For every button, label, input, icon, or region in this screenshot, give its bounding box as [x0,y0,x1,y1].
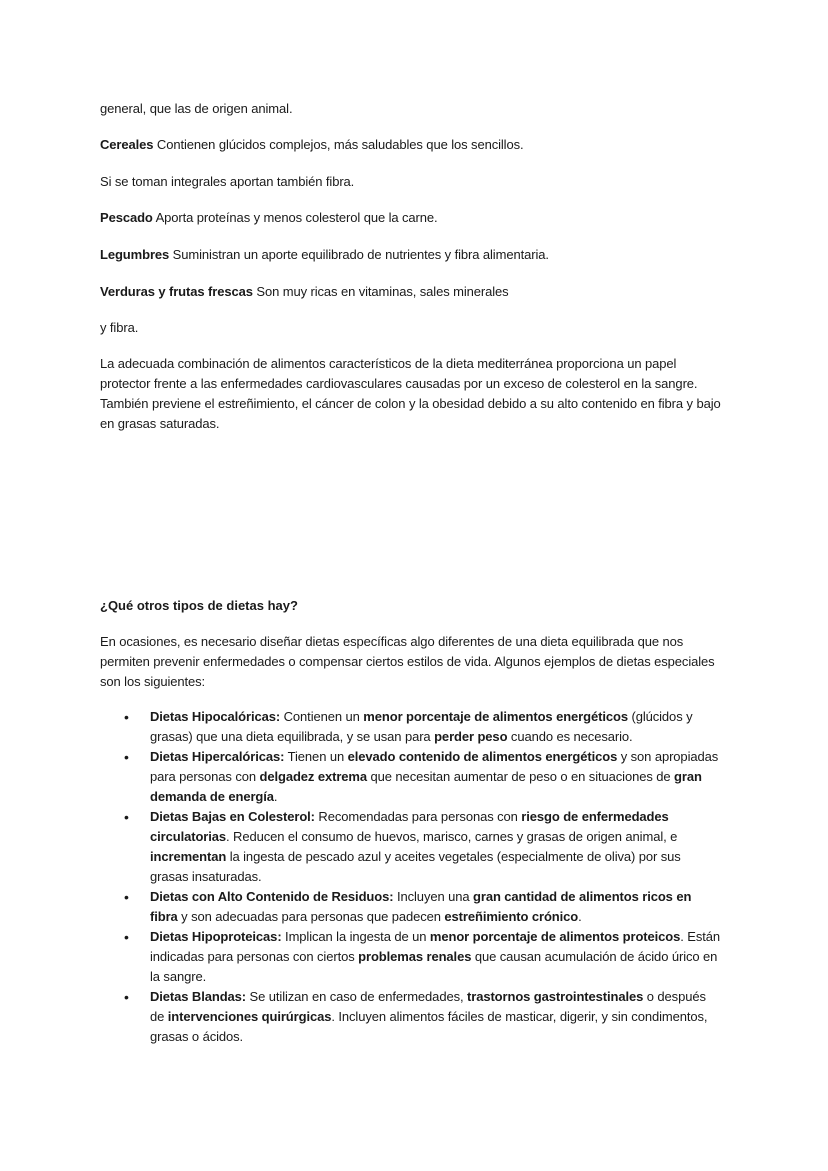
body-text: y son adecuadas para personas que padecen [177,909,445,924]
bold-text: problemas renales [358,949,472,964]
bold-text: gran cantidad de alimentos ricos en fibra [150,889,692,924]
diet-types-list [100,707,722,1047]
bold-text: Dietas con Alto Contenido de Residuos: [150,889,394,904]
body-text: . [578,909,582,924]
section-intro-paragraph: En ocasiones, es necesario diseñar dietas específicas algo diferentes de una dieta equilibrada que nos permiten prevenir enfermedades o compensar ciertos estilos de vida. Algunos ejemplos de dietas especiales son los siguientes: [100,634,715,689]
body-text: Implican la ingesta de un [281,929,430,944]
body-text: Se utilizan en caso de enfermedades, [246,989,467,1004]
bold-text: incrementan [150,849,227,864]
food-group-text: y fibra. [100,320,139,335]
intro-fragment: general, que las de origen animal. [100,101,293,116]
bold-text: menor porcentaje de alimentos energéticos [363,709,628,724]
food-group-text: Si se toman integrales aportan también fibra. [100,174,355,189]
bullet-icon: • [124,889,129,905]
food-group-text: Son muy ricas en vitaminas, sales minerales [252,284,509,299]
body-text: . [273,789,278,804]
body-text: . Reducen el consumo de huevos, marisco, carnes y grasas de origen animal, e [226,829,678,844]
food-group-verduras-cont [100,318,138,338]
body-text: que necesitan aumentar de peso o en situaciones de [367,769,675,784]
body-text: o después de [150,989,706,1024]
bold-text: menor porcentaje de alimentos proteicos [429,929,681,944]
bold-text: riesgo de enfermedades circulatorias [150,809,669,844]
bold-text: estreñimiento crónico [444,909,579,924]
bold-text: Dietas Blandas: [150,989,247,1004]
bullet-icon: • [124,929,129,945]
body-text: . Incluyen alimentos fáciles de masticar, digerir, y sin condimentos, grasas o ácidos. [150,1009,708,1044]
body-text: y son apropiadas para personas con [150,749,719,784]
food-group-name: Pescado [100,210,153,225]
body-text: . Están indicadas para personas con ciertos [150,929,721,964]
bullet-icon: • [124,709,129,725]
bold-text: intervenciones quirúrgicas [167,1009,332,1024]
diet-list-item [100,927,722,987]
bullet-icon: • [124,989,129,1005]
food-group-cereales [100,135,524,155]
conclusion-paragraph: La adecuada combinación de alimentos característicos de la dieta mediterránea proporciona un papel protector frente a las enfermedades cardiovasculares causadas por un exceso de colesterol en la sangre. También previene el estreñimiento, el cáncer de colon y la obesidad debido a su alto contenido en fibra y bajo en grasas saturadas. [100,356,721,431]
bold-text: Dietas Hipoproteicas: [150,929,282,944]
diet-list-item [100,807,722,887]
bold-text: Dietas Hipercalóricas: [150,749,285,764]
bullet-icon: • [124,809,129,825]
bold-text: elevado contenido de alimentos energéticos [347,749,618,764]
bold-text: Dietas Hipocalóricas: [150,709,281,724]
body-text: Tienen un [284,749,348,764]
body-text: cuando es necesario. [507,729,633,744]
bold-text: trastornos gastrointestinales [467,989,644,1004]
bold-text: perder peso [434,729,508,744]
section-heading: ¿Qué otros tipos de dietas hay? [100,598,298,613]
food-group-pescado [100,208,438,228]
food-group-integrales-note [100,172,354,192]
body-text: Incluyen una [393,889,474,904]
diet-list-item [100,887,722,927]
diet-list-item [100,987,722,1047]
food-group-legumbres [100,245,549,265]
bullet-icon: • [124,749,129,765]
body-text: que causan acumulación de ácido úrico en la sangre. [150,949,718,984]
body-text: Recomendadas para personas con [314,809,522,824]
food-group-name: Legumbres [100,247,170,262]
food-group-text: Suministran un aporte equilibrado de nutrientes y fibra alimentaria. [169,247,549,262]
food-group-name: Verduras y frutas frescas [100,284,253,299]
diet-list-item [100,747,722,807]
diet-list-item [100,707,722,747]
body-text: (glúcidos y grasas) que una dieta equilibrada, y se usan para [150,709,693,744]
food-group-text: Aporta proteínas y menos colesterol que la carne. [152,210,438,225]
food-group-name: Cereales [100,137,154,152]
food-group-text: Contienen glúcidos complejos, más saludables que los sencillos. [153,137,524,152]
food-group-verduras [100,282,509,302]
body-text: la ingesta de pescado azul y aceites vegetales (especialmente de oliva) por sus grasas insaturadas. [150,849,681,884]
bold-text: gran demanda de energía [150,769,702,804]
body-text: Contienen un [280,709,364,724]
bold-text: delgadez extrema [259,769,368,784]
bold-text: Dietas Bajas en Colesterol: [150,809,315,824]
